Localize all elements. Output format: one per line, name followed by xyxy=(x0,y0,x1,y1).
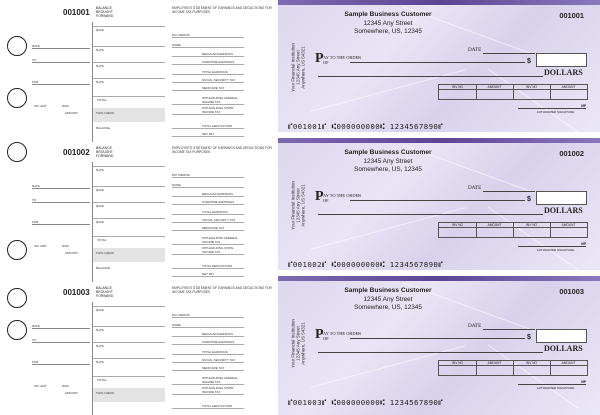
authorized-signature-label: AUTHORIZED SIGNATURE xyxy=(536,386,575,390)
total-deductions-label: TOTAL DEDUCTIONS xyxy=(172,404,244,409)
ledger-date-label: DATE xyxy=(96,220,104,224)
payee-line[interactable] xyxy=(350,62,525,63)
stub-disc-label: DISC xyxy=(62,244,70,248)
binder-hole-icon xyxy=(7,88,27,108)
stub-balance-label: BALANCE xyxy=(96,266,111,270)
name-label: NAME xyxy=(172,43,244,48)
earnings-statement-title: EMPLOYEE'S STATEMENT OF EARNINGS AND DEDUCTIONS FOR INCOME TAX PURPOSES xyxy=(172,286,272,294)
stub-disc-label: DISC xyxy=(62,104,70,108)
stub-date-label: DATE xyxy=(32,44,90,49)
dollars-label: DOLLARS xyxy=(544,68,583,77)
business-address-line1: 12345 Any Street xyxy=(363,158,413,165)
ledger-date-label: DATE xyxy=(96,308,104,312)
inv-no-header: INV NO xyxy=(439,223,477,237)
this-check-label: THIS CHECK xyxy=(96,251,115,255)
medicare-label: MEDICARE TAX xyxy=(172,226,244,231)
mp-label: MP xyxy=(581,104,586,108)
mp-label: MP xyxy=(581,242,586,246)
pay-period-label: PAY PERIOD xyxy=(172,173,244,178)
stub-for-label: FOR xyxy=(32,220,90,225)
payee-line[interactable] xyxy=(350,338,525,339)
balance-forward-label: BALANCE BROUGHT FORWARD xyxy=(96,146,114,158)
ledger-date-label: DATE xyxy=(96,328,104,332)
bank-info: Your Financial Institution 12345 Any Street Anywhere, US 54321 xyxy=(290,43,306,92)
name-label: NAME xyxy=(172,323,244,328)
stub-to-label: TO xyxy=(32,58,90,63)
date-label: DATE xyxy=(468,323,482,329)
date-line[interactable] xyxy=(483,329,535,330)
amount-words-line[interactable] xyxy=(318,352,543,353)
amount-header: AMOUNT xyxy=(561,223,576,227)
stub-amount-label: AMOUNT xyxy=(65,391,78,395)
bank-info: Your Financial Institution 12345 Any Street Anywhere, US 54321 xyxy=(290,319,306,368)
date-line[interactable] xyxy=(483,191,535,192)
overtime-earnings-label: OVERTIME EARNINGS xyxy=(172,60,244,65)
ledger-date-label: DATE xyxy=(96,168,104,172)
micr-line: ⑈001001⑈ ⑆000000000⑆ 1234567890⑈ xyxy=(288,122,444,131)
stub-check-number: 001001 xyxy=(63,8,90,17)
ledger-total-label: TOTAL xyxy=(97,378,107,382)
signature-line[interactable] xyxy=(518,384,586,385)
signature-line[interactable] xyxy=(518,246,586,247)
binder-hole-icon xyxy=(7,288,27,308)
stub-disc-label: DISC xyxy=(62,384,70,388)
stub-to-label: TO xyxy=(32,338,90,343)
ledger-date-label: DATE xyxy=(96,188,104,192)
stub-for-label: FOR xyxy=(32,360,90,365)
signature-line[interactable] xyxy=(518,108,586,109)
business-address-line1: 12345 Any Street xyxy=(363,296,413,303)
bank-info: Your Financial Institution 12345 Any Street Anywhere, US 54321 xyxy=(290,181,306,230)
state-withholding-label: WITHHOLDING STATE INCOME TAX xyxy=(172,106,244,115)
invoice-grid xyxy=(438,360,588,376)
ledger-total-label: TOTAL xyxy=(97,238,107,242)
ledger-date-label: DATE xyxy=(96,360,104,364)
amount-header: AMOUNT xyxy=(476,223,514,237)
binder-hole-icon xyxy=(7,320,27,340)
inv-no-header: INV NO xyxy=(439,361,477,375)
check-number: 001001 xyxy=(559,11,584,20)
regular-earnings-label: REGULAR EARNINGS xyxy=(172,192,244,197)
ledger-date-label: DATE xyxy=(96,64,104,68)
medicare-label: MEDICARE TAX xyxy=(172,86,244,91)
dollar-sign: $ xyxy=(527,334,531,341)
balance-forward-label: BALANCE BROUGHT FORWARD xyxy=(96,6,114,18)
pay-period-label: PAY PERIOD xyxy=(172,313,244,318)
check: Sample Business Customer 12345 Any Street Somewhere, US, 12345 001001 Your Financial Institution 12345 Any Street Anywhere, US 54321 DATE P AY TO THE ORDER OF $ DOLLARS INV NO AMOUNT INV NO AMOUNT MP AUTHORIZED SIGNATURE ⑈001001⑈ ⑆000000000⑆ 1234567890⑈ xyxy=(278,0,600,132)
dollars-label: DOLLARS xyxy=(544,206,583,215)
ledger-date-label: DATE xyxy=(96,80,104,84)
regular-earnings-label: REGULAR EARNINGS xyxy=(172,332,244,337)
authorized-signature-label: AUTHORIZED SIGNATURE xyxy=(536,248,575,252)
check-number: 001002 xyxy=(559,149,584,158)
net-pay-label: NET PAY xyxy=(172,132,244,137)
ledger-date-label: DATE xyxy=(96,344,104,348)
net-pay-label: NET PAY xyxy=(172,272,244,277)
check: Sample Business Customer 12345 Any Street Somewhere, US, 12345 001002 Your Financial Institution 12345 Any Street Anywhere, US 54321 DATE P AY TO THE ORDER OF $ DOLLARS INV NO AMOUNT INV NO AMOUNT MP AUTHORIZED SIGNATURE ⑈001002⑈ ⑆000000000⑆ 1234567890⑈ xyxy=(278,138,600,270)
stub-inv-amt-label: INV. AMT xyxy=(34,104,47,108)
check-top-bar xyxy=(278,0,600,5)
stub-to-label: TO xyxy=(32,198,90,203)
binder-hole-icon xyxy=(7,142,27,162)
invoice-grid xyxy=(438,222,588,238)
federal-withholding-label: WITHHOLDING FEDERAL INCOME TAX xyxy=(172,376,244,385)
federal-withholding-label: WITHHOLDING FEDERAL INCOME TAX xyxy=(172,96,244,105)
binder-hole-icon xyxy=(7,240,27,260)
ledger-total-label: TOTAL xyxy=(97,98,107,102)
social-security-label: SOCIAL SECURITY TAX xyxy=(172,218,244,223)
stub-inv-amt-label: INV. AMT xyxy=(34,244,47,248)
payee-line[interactable] xyxy=(350,200,525,201)
micr-line: ⑈001003⑈ ⑆000000000⑆ 1234567890⑈ xyxy=(288,398,444,407)
overtime-earnings-label: OVERTIME EARNINGS xyxy=(172,340,244,345)
earnings-statement-title: EMPLOYEE'S STATEMENT OF EARNINGS AND DEDUCTIONS FOR INCOME TAX PURPOSES xyxy=(172,6,272,14)
overtime-earnings-label: OVERTIME EARNINGS xyxy=(172,200,244,205)
micr-line: ⑈001002⑈ ⑆000000000⑆ 1234567890⑈ xyxy=(288,260,444,269)
regular-earnings-label: REGULAR EARNINGS xyxy=(172,52,244,57)
total-earnings-label: TOTAL EARNINGS xyxy=(172,350,244,355)
check-top-bar xyxy=(278,276,600,281)
stub-inv-amt-label: INV. AMT xyxy=(34,384,47,388)
dollar-sign: $ xyxy=(527,58,531,65)
stub-amount-label: AMOUNT xyxy=(65,251,78,255)
balance-forward-label: BALANCE BROUGHT FORWARD xyxy=(96,286,114,298)
social-security-label: SOCIAL SECURITY TAX xyxy=(172,78,244,83)
inv-no-header: INV NO xyxy=(513,223,551,237)
amount-words-line[interactable] xyxy=(318,214,543,215)
business-address-line2: Somewhere, US, 12345 xyxy=(354,304,422,311)
this-check-label: THIS CHECK xyxy=(96,391,115,395)
stub-for-label: FOR xyxy=(32,80,90,85)
inv-no-header: INV NO xyxy=(513,361,551,375)
check-stub xyxy=(0,0,278,138)
authorized-signature-label: AUTHORIZED SIGNATURE xyxy=(536,110,575,114)
amount-box[interactable] xyxy=(536,191,587,205)
dollar-sign: $ xyxy=(527,196,531,203)
business-name: Sample Business Customer xyxy=(344,11,432,18)
amount-header: AMOUNT xyxy=(476,85,514,99)
inv-no-header: INV NO xyxy=(513,85,551,99)
state-withholding-label: WITHHOLDING STATE INCOME TAX xyxy=(172,386,244,395)
ledger-date-label: DATE xyxy=(96,28,104,32)
check: Sample Business Customer 12345 Any Street Somewhere, US, 12345 001003 Your Financial Institution 12345 Any Street Anywhere, US 54321 DATE P AY TO THE ORDER OF $ DOLLARS INV NO AMOUNT INV NO AMOUNT MP AUTHORIZED SIGNATURE ⑈001003⑈ ⑆000000000⑆ 1234567890⑈ xyxy=(278,276,600,415)
total-earnings-label: TOTAL EARNINGS xyxy=(172,210,244,215)
social-security-label: SOCIAL SECURITY TAX xyxy=(172,358,244,363)
amount-words-line[interactable] xyxy=(318,76,543,77)
invoice-grid xyxy=(438,84,588,100)
federal-withholding-label: WITHHOLDING FEDERAL INCOME TAX xyxy=(172,236,244,245)
total-deductions-label: TOTAL DEDUCTIONS xyxy=(172,124,244,129)
date-line[interactable] xyxy=(483,53,535,54)
check-top-bar xyxy=(278,138,600,143)
name-label: NAME xyxy=(172,183,244,188)
date-label: DATE xyxy=(468,185,482,191)
amount-header: AMOUNT xyxy=(561,361,576,365)
amount-header: AMOUNT xyxy=(476,361,514,375)
check-stub xyxy=(0,140,278,278)
amount-box[interactable] xyxy=(536,329,587,343)
business-address-line2: Somewhere, US, 12345 xyxy=(354,28,422,35)
business-address-line1: 12345 Any Street xyxy=(363,20,413,27)
mp-label: MP xyxy=(581,380,586,384)
stub-amount-label: AMOUNT xyxy=(65,111,78,115)
date-label: DATE xyxy=(468,47,482,53)
total-deductions-label: TOTAL DEDUCTIONS xyxy=(172,264,244,269)
amount-box[interactable] xyxy=(536,53,587,67)
earnings-statement-title: EMPLOYEE'S STATEMENT OF EARNINGS AND DEDUCTIONS FOR INCOME TAX PURPOSES xyxy=(172,146,272,154)
ledger-date-label: DATE xyxy=(96,48,104,52)
business-name: Sample Business Customer xyxy=(344,149,432,156)
business-address-line2: Somewhere, US, 12345 xyxy=(354,166,422,173)
ledger-date-label: DATE xyxy=(96,204,104,208)
medicare-label: MEDICARE TAX xyxy=(172,366,244,371)
stub-check-number: 001002 xyxy=(63,148,90,157)
business-name: Sample Business Customer xyxy=(344,287,432,294)
check-number: 001003 xyxy=(559,287,584,296)
amount-header: AMOUNT xyxy=(561,85,576,89)
dollars-label: DOLLARS xyxy=(544,344,583,353)
check-stub xyxy=(0,280,278,415)
stub-date-label: DATE xyxy=(32,324,90,329)
stub-balance-label: BALANCE xyxy=(96,126,111,130)
pay-period-label: PAY PERIOD xyxy=(172,33,244,38)
inv-no-header: INV NO xyxy=(439,85,477,99)
total-earnings-label: TOTAL EARNINGS xyxy=(172,70,244,75)
state-withholding-label: WITHHOLDING STATE INCOME TAX xyxy=(172,246,244,255)
stub-date-label: DATE xyxy=(32,184,90,189)
this-check-label: THIS CHECK xyxy=(96,111,115,115)
binder-hole-icon xyxy=(7,36,27,56)
stub-check-number: 001003 xyxy=(63,288,90,297)
